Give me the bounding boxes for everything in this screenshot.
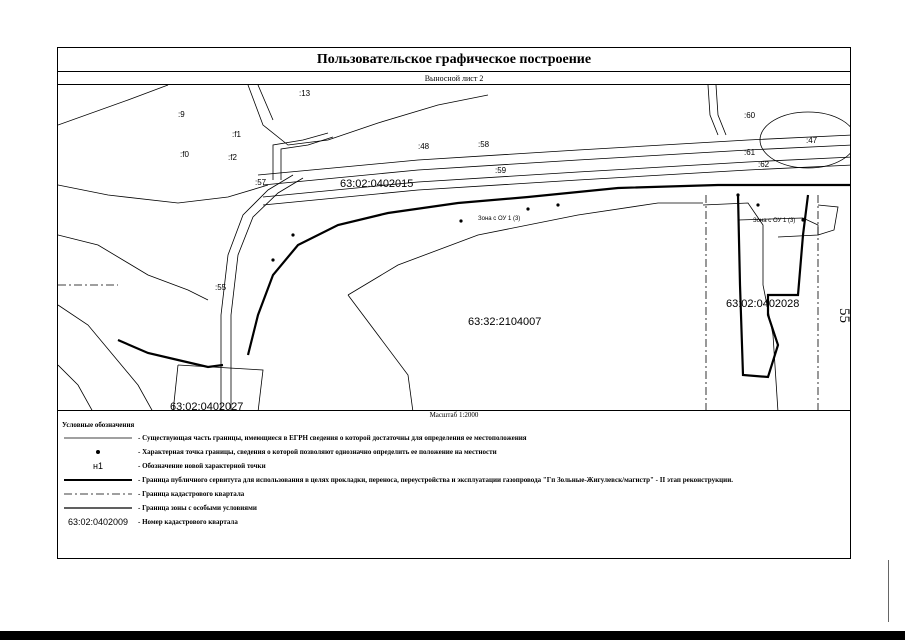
parcel-label: :48 — [418, 142, 430, 151]
cadastral-map — [58, 85, 850, 411]
parcel-label: :55 — [215, 283, 227, 292]
legend-item-text: - Граница кадастрового квартала — [138, 490, 245, 498]
quarter-label: 63:02:0402015 — [340, 178, 414, 190]
legend-item — [58, 487, 850, 501]
page-title: Пользовательское графическое построение — [58, 48, 850, 72]
legend-item — [58, 473, 850, 487]
legend-item — [58, 445, 850, 459]
new-point-label: н1 — [93, 461, 103, 471]
dot-icon — [62, 445, 134, 459]
scan-edge-line — [888, 560, 889, 622]
page-number: 55 — [836, 308, 852, 323]
legend-item-text: - Обозначение новой характерной точки — [138, 462, 266, 470]
legend-item — [58, 459, 850, 473]
legend-item — [58, 431, 850, 445]
legend-item-text: - Номер кадастрового квартала — [138, 518, 238, 526]
parcel-label: :62 — [758, 160, 770, 169]
solid-thin-line-icon — [62, 431, 134, 445]
zone-line-icon — [62, 501, 134, 515]
legend-title: Условные обозначения — [62, 421, 135, 429]
parcel-label: :58 — [478, 140, 490, 149]
parcel-label: :59 — [495, 166, 507, 175]
legend-item-text: - Граница зоны с особыми условиями — [138, 504, 257, 512]
parcel-label: :9 — [178, 110, 185, 119]
parcel-label: :f0 — [180, 150, 189, 159]
legend-item-text: - Существующая часть границы, имеющиеся в ЕГРН сведения о которой достаточны для определения ее местоположения — [138, 434, 527, 442]
thick-line-icon — [62, 473, 134, 487]
parcel-label: :f1 — [232, 130, 241, 139]
parcel-label: :47 — [806, 136, 818, 145]
parcel-label: :f2 — [228, 153, 237, 162]
parcel-label: :57 — [255, 178, 267, 187]
dash-dot-line-icon — [62, 487, 134, 501]
legend-item — [58, 515, 850, 529]
quarter-label: 63:32:2104007 — [468, 316, 542, 328]
parcel-label: :61 — [744, 148, 756, 157]
quarter-label: 63:02:0402028 — [726, 298, 800, 310]
legend — [58, 420, 850, 560]
legend-item-text: - Граница публичного сервитута для использования в целях прокладки, переноса, переустройства и эксплуатации газопровода "Гп Зольные-Жигулевск/магистр" - II этап реконструкции. — [138, 476, 733, 484]
parcel-label: :13 — [299, 89, 311, 98]
legend-item — [58, 501, 850, 515]
quarter-number-label: 63:02:0402009 — [67, 517, 129, 527]
scan-bottom-bar — [0, 631, 905, 640]
quarter-label: 63:02:0402027 — [170, 401, 244, 412]
sheet-label: Выносной лист 2 — [424, 74, 484, 83]
zone-label: Зона с ОУ 1 (3) — [753, 218, 796, 224]
map-sheet-frame — [57, 47, 851, 559]
legend-item-text: - Характерная точка границы, сведения о которой позволяют однозначно определить ее положение на местности — [138, 448, 497, 456]
scale-label: Масштаб 1:2000 — [429, 411, 479, 419]
parcel-label: :60 — [744, 111, 756, 120]
map-area — [58, 84, 850, 411]
zone-label: Зона с ОУ 1 (3) — [478, 216, 521, 222]
